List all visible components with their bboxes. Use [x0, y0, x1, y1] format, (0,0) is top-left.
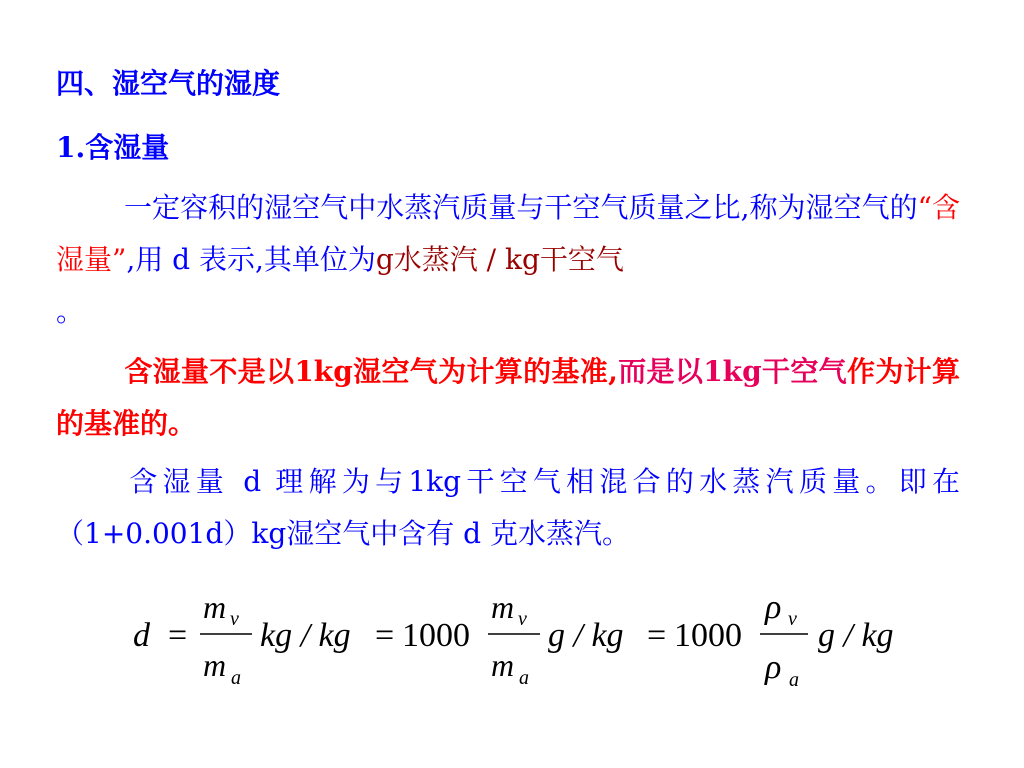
factor-1000-2: 1000: [674, 617, 742, 654]
unit-g-per-kg: g / kg: [548, 617, 624, 654]
unit-kg-per-kg: kg / kg: [260, 617, 351, 654]
formula-equals-3: =: [647, 617, 667, 654]
section-heading: 四、湿空气的湿度: [56, 67, 281, 100]
denominator-m: m: [203, 647, 227, 683]
factor-1000: 1000: [402, 617, 470, 654]
emphasis-text: 含湿量不是以1kg湿空气为计算的基准,: [124, 355, 618, 388]
definition-text: 一定容积的湿空气中水蒸汽质量与干空气质量之比,称为湿空气的: [124, 191, 918, 224]
formula-equals: =: [168, 617, 188, 654]
subsection-heading: 1.含湿量: [56, 131, 170, 164]
unit-g-per-kg-2: g / kg: [818, 617, 894, 654]
numerator-m-2: m: [491, 589, 515, 625]
definition-text-2: ,用 d 表示,其单位为: [126, 243, 376, 276]
emphasis-text-2: 作为计算的基准的。: [56, 355, 960, 440]
denominator-rho-sub-a: a: [789, 669, 799, 691]
term-humidity-ratio: “含湿量”: [56, 191, 960, 276]
numerator-sub-v: v: [230, 608, 239, 630]
denominator-sub-a-2: a: [519, 667, 529, 689]
numerator-rho: ρ: [765, 589, 782, 626]
humidity-ratio-formula: [0, 588, 1024, 698]
emphasis-paragraph: [56, 346, 960, 450]
numerator-rho-sub-v: v: [788, 608, 797, 630]
numerator-m: m: [203, 589, 227, 625]
explanation-paragraph: [56, 456, 960, 560]
formula-d: d: [133, 617, 150, 654]
denominator-m-2: m: [491, 647, 515, 683]
unit-text: g水蒸汽 / kg干空气: [375, 243, 624, 276]
definition-end: 。: [56, 295, 85, 328]
denominator-sub-a: a: [231, 667, 241, 689]
numerator-sub-v-2: v: [518, 608, 527, 630]
denominator-rho: ρ: [765, 649, 782, 686]
definition-paragraph: [56, 182, 960, 338]
explanation-text: 含湿量 d 理解为与1kg干空气相混合的水蒸汽质量。即在（1+0.001d）kg湿空气中含有 d 克水蒸汽。: [56, 465, 960, 550]
formula-equals-2: =: [375, 617, 395, 654]
emphasis-highlight: 而是以1kg干空气: [617, 355, 847, 388]
